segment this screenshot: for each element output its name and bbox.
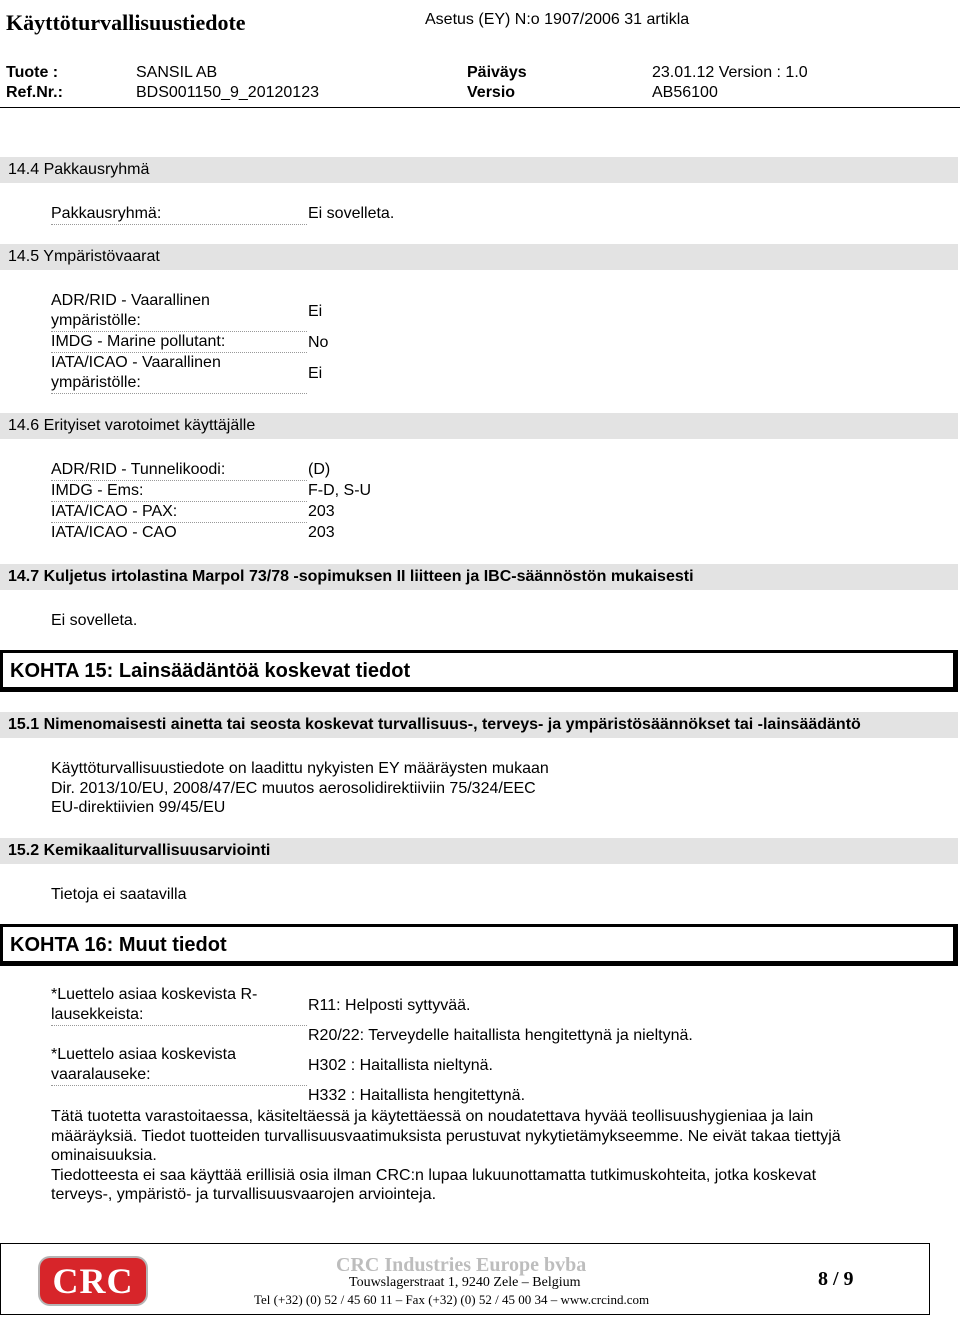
disclaimer-paragraph: [51, 1107, 931, 1205]
env-row-value: Ei: [308, 303, 323, 320]
kohta-15-heading: KOHTA 15: Lainsäädäntöä koskevat tiedot: [0, 650, 958, 692]
env-row-value: Ei: [308, 365, 323, 382]
env-row-label: IMDG - Marine pollutant:: [51, 332, 307, 353]
precaution-row-label: IMDG - Ems:: [51, 481, 307, 502]
crc-logo: [40, 1258, 146, 1304]
precaution-row-label: ADR/RID - Tunnelikoodi:: [51, 460, 307, 481]
text-line: Tiedotteesta ei saa käyttää erillisiä osia ilman CRC:n lupaa lukuunottamatta tutkimuskohteita, jotka koskevat: [51, 1166, 817, 1184]
company-address: Touwslagerstraat 1, 9240 Zele – Belgium: [349, 1275, 581, 1290]
env-row-label-line: ADR/RID - Vaarallinen: [51, 292, 210, 309]
text-line: terveys-, ympäristö- ja turvallisuusvaarojen arviointeja.: [51, 1186, 437, 1203]
text-line: ominaisuuksia.: [51, 1147, 157, 1164]
precaution-row-label: IATA/ICAO - PAX:: [51, 502, 307, 523]
section-14-6-title: 14.6 Erityiset varotoimet käyttäjälle: [0, 413, 958, 439]
tuote-value: SANSIL AB: [136, 64, 218, 81]
env-row-label-line: ympäristölle:: [51, 374, 141, 391]
versio-value: AB56100: [652, 84, 718, 101]
kohta-16-heading: KOHTA 16: Muut tiedot: [0, 924, 958, 966]
logo-text: CRC: [52, 1261, 134, 1301]
refnr-value: BDS001150_9_20120123: [136, 84, 319, 101]
label-line: *Luettelo asiaa koskevista: [51, 1046, 236, 1063]
pakkausryhma-label: Pakkausryhmä:: [51, 204, 307, 225]
document-title: Käyttöturvallisuustiedote: [6, 10, 246, 35]
precaution-row-value: 203: [308, 524, 335, 541]
section-15-2-title: 15.2 Kemikaaliturvallisuusarviointi: [0, 838, 958, 864]
precaution-row-value: (D): [308, 461, 331, 478]
phrase-item: H332 : Haitallista hengitettynä.: [308, 1087, 526, 1104]
precaution-row-value: 203: [308, 503, 335, 520]
precaution-row-value: F-D, S-U: [308, 482, 372, 499]
section-15-1-text: [51, 759, 931, 818]
text-line: Tätä tuotetta varastoitaessa, käsiteltäessä ja käytettäessä on noudatettava hyvää teollisuushygieniaa ja lain: [51, 1108, 814, 1125]
header-divider: [0, 107, 960, 108]
company-contact: Tel (+32) (0) 52 / 45 60 11 – Fax (+32) (0) 52 / 45 00 34 – www.crcind.com: [254, 1292, 650, 1307]
label-line: *Luettelo asiaa koskevista R-: [51, 986, 258, 1003]
phrase-item: H302 : Haitallista nieltynä.: [308, 1057, 493, 1074]
paivays-label: Päiväys: [467, 64, 527, 81]
text-line: Käyttöturvallisuustiedote on laadittu nykyisten EY määräysten mukaan: [51, 760, 549, 777]
section-15-1-title: 15.1 Nimenomaisesti ainetta tai seosta koskevat turvallisuus-, terveys- ja ympäristösäännökset tai -lainsäädäntö: [0, 712, 958, 738]
label-line: vaaralauseke:: [51, 1066, 151, 1083]
section-15-2-text: Tietoja ei saatavilla: [51, 886, 187, 903]
env-row-label: [51, 353, 307, 394]
phrase-item: R11: Helposti syttyvää.: [308, 997, 471, 1014]
precaution-row-label: IATA/ICAO - CAO: [51, 524, 177, 541]
text-line: Dir. 2013/10/EU, 2008/47/EC muutos aerosolidirektiiviin 75/324/EEC: [51, 779, 536, 797]
h-phrases-label: [51, 1045, 307, 1086]
phrase-item: R20/22: Terveydelle haitallista hengitettynä ja nieltynä.: [308, 1027, 693, 1044]
regulation-reference: Asetus (EY) N:o 1907/2006 31 artikla: [425, 11, 690, 28]
page-number: 8 / 9: [818, 1268, 854, 1290]
text-line: EU-direktiivien 99/45/EU: [51, 799, 226, 816]
env-row-label-line: IATA/ICAO - Vaarallinen: [51, 354, 221, 371]
company-name: CRC Industries Europe bvba: [336, 1254, 587, 1276]
env-row-label-line: ympäristölle:: [51, 312, 141, 329]
label-line: lausekkeista:: [51, 1006, 144, 1023]
env-row-label: [51, 291, 307, 332]
tuote-label: Tuote :: [6, 64, 59, 81]
paivays-value: 23.01.12 Version : 1.0: [652, 64, 808, 81]
env-row-value: No: [308, 334, 329, 351]
r-phrases-label: [51, 985, 307, 1026]
section-14-4-title: 14.4 Pakkausryhmä: [0, 157, 958, 183]
versio-label: Versio: [467, 84, 516, 101]
section-14-7-title: 14.7 Kuljetus irtolastina Marpol 73/78 -sopimuksen II liitteen ja IBC-säännöstön mukaisesti: [0, 564, 958, 590]
section-14-5-title: 14.5 Ympäristövaarat: [0, 244, 958, 270]
pakkausryhma-value: Ei sovelleta.: [308, 205, 395, 222]
refnr-label: Ref.Nr.:: [6, 84, 63, 101]
text-line: määräyksiä. Tiedot tuotteiden turvallisuusvaatimuksista perustuvat nykytietämykseemme. Ne eivät takaa tiettyjä: [51, 1127, 841, 1145]
section-14-7-text: Ei sovelleta.: [51, 612, 138, 629]
